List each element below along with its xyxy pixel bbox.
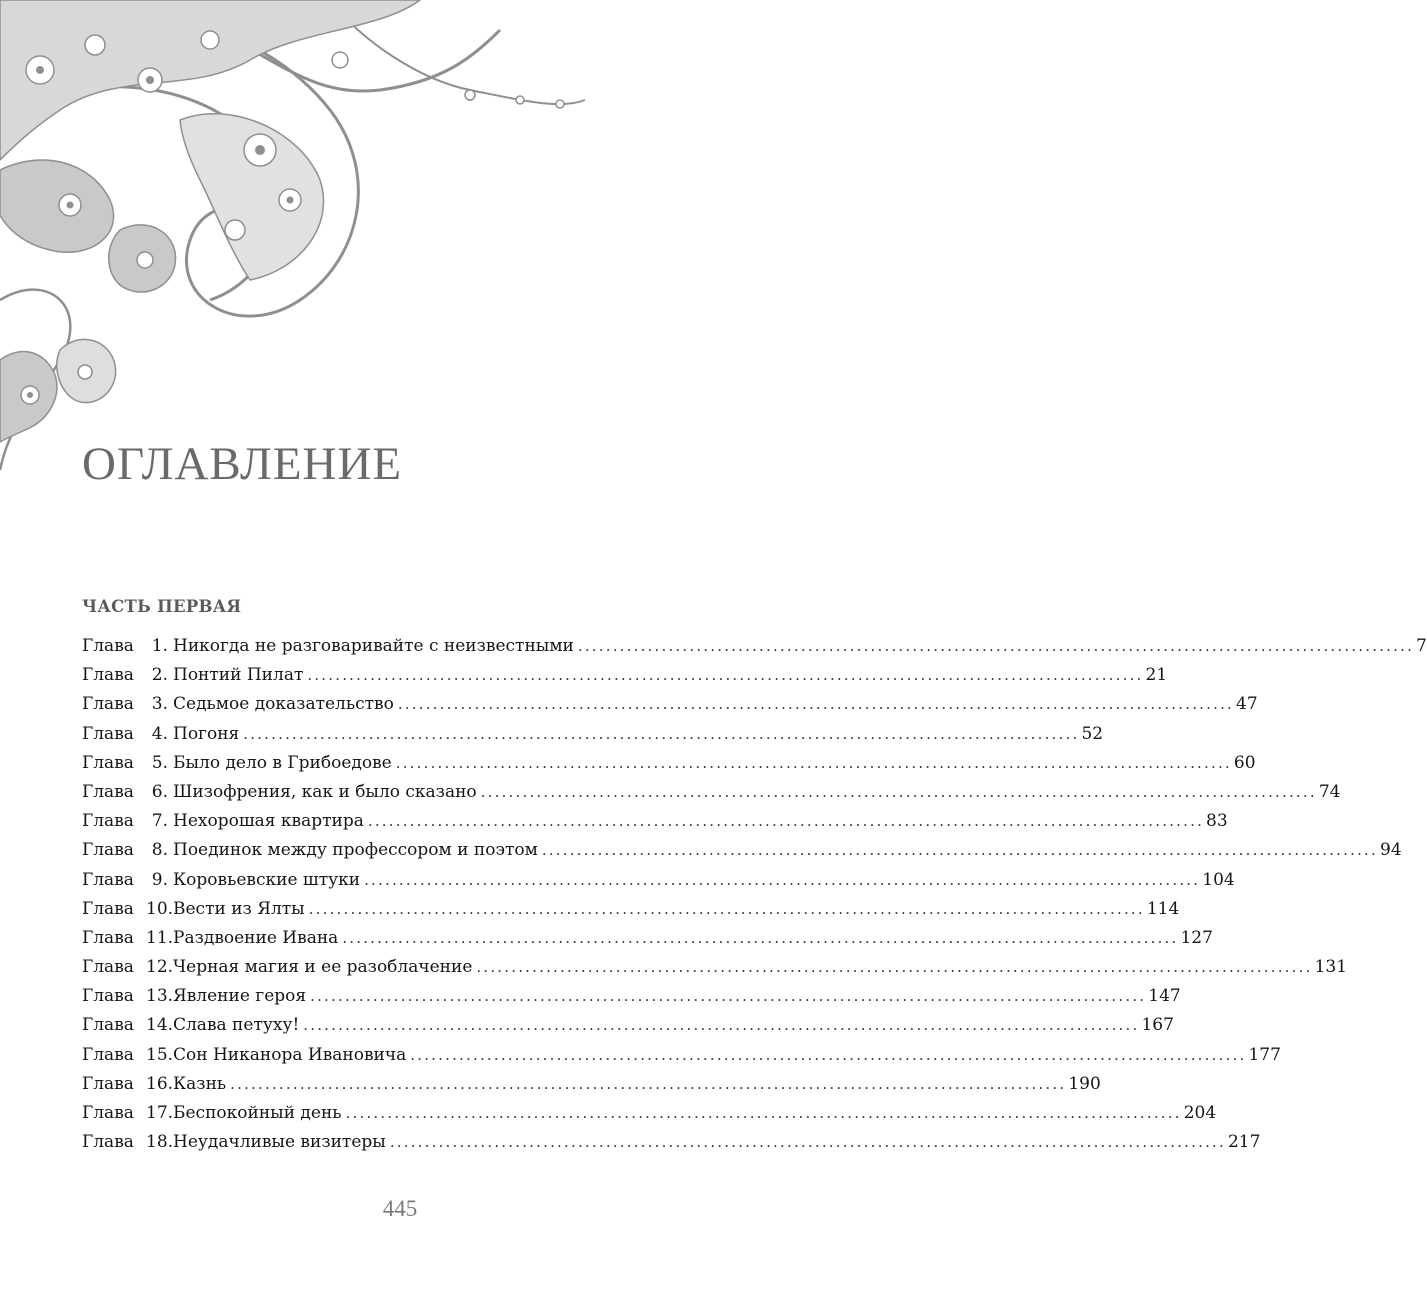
chapter-page: 94 — [1380, 840, 1402, 861]
toc-entry[interactable] — [82, 898, 1180, 928]
chapter-title: Поединок между профессором и поэтом — [173, 840, 538, 861]
toc-entry[interactable] — [82, 986, 1181, 1015]
chapter-number: 10. — [146, 898, 174, 919]
chapter-page: 167 — [1141, 1015, 1174, 1036]
part-heading: ЧАСТЬ ПЕРВАЯ — [82, 597, 242, 616]
chapter-page: 7 — [1416, 636, 1427, 656]
toc-entry[interactable] — [82, 1073, 1101, 1103]
chapter-page: 47 — [1236, 694, 1258, 715]
chapter-label: Глава — [82, 1044, 134, 1065]
chapter-page: 21 — [1145, 665, 1168, 686]
toc-entry[interactable] — [82, 781, 1341, 811]
leader-dots: ........................................................................................................................ — [410, 1045, 1247, 1064]
toc-entry[interactable] — [82, 723, 1104, 753]
chapter-title: Беспокойный день — [173, 1103, 342, 1123]
chapter-title: Погоня — [173, 723, 240, 744]
chapter-label: Глава — [82, 694, 134, 715]
page-title: ОГЛАВЛЕНИЕ — [82, 438, 403, 490]
leader-dots: ........................................................................................................................ — [577, 637, 1415, 655]
chapter-page: 83 — [1206, 811, 1228, 832]
chapter-label: Глава — [82, 811, 134, 832]
chapter-title: Сон Никанора Ивановича — [173, 1044, 407, 1065]
chapter-number: 5. — [151, 752, 168, 773]
chapter-page: 74 — [1318, 781, 1341, 802]
chapter-label: Глава — [82, 723, 134, 744]
chapter-label: Глава — [82, 1073, 134, 1094]
chapter-label: Глава — [82, 665, 134, 686]
leader-dots: ........................................................................................................................ — [480, 782, 1317, 801]
leader-dots: ........................................................................................................................ — [342, 928, 1179, 947]
leader-dots: ........................................................................................................................ — [397, 695, 1235, 714]
leader-dots: ........................................................................................................................ — [367, 812, 1205, 831]
leader-dots: ........................................................................................................................ — [303, 1016, 1140, 1035]
toc-entry[interactable] — [82, 840, 1402, 869]
chapter-label: Глава — [82, 986, 134, 1007]
chapter-page: 60 — [1233, 752, 1256, 773]
chapter-page: 104 — [1202, 869, 1235, 890]
page-number: 445 — [382, 1196, 418, 1221]
chapter-title: Неудачливые визитеры — [173, 1132, 386, 1153]
chapter-page: 217 — [1227, 1132, 1261, 1153]
chapter-title: Коровьевские штуки — [173, 869, 361, 890]
chapter-title: Никогда не разговаривайте с неизвестными — [173, 636, 574, 656]
toc-entry[interactable] — [82, 694, 1258, 723]
chapter-label: Глава — [82, 927, 134, 948]
chapter-number: 6. — [151, 781, 168, 802]
chapter-number: 13. — [146, 986, 174, 1007]
toc-entry[interactable] — [82, 1132, 1261, 1161]
leader-dots: ........................................................................................................................ — [230, 1074, 1067, 1093]
chapter-page: 204 — [1183, 1103, 1217, 1123]
chapter-title: Понтий Пилат — [173, 665, 304, 686]
toc-entry[interactable] — [82, 1044, 1281, 1074]
toc-entry[interactable] — [82, 811, 1228, 840]
chapter-number: 16. — [146, 1073, 174, 1094]
chapter-page: 190 — [1068, 1073, 1101, 1094]
leader-dots: ........................................................................................................................ — [308, 899, 1145, 918]
chapter-title: Слава петуху! — [173, 1015, 300, 1036]
chapter-number: 9. — [151, 869, 168, 890]
chapter-number: 14. — [146, 1015, 174, 1036]
toc-entry[interactable] — [82, 1015, 1174, 1044]
chapter-label: Глава — [82, 840, 134, 861]
chapter-number: 15. — [146, 1044, 174, 1065]
chapter-number: 11. — [146, 927, 174, 948]
chapter-number: 2. — [151, 665, 168, 686]
chapter-title: Вести из Ялты — [173, 898, 305, 919]
chapter-number: 4. — [151, 723, 168, 744]
chapter-number: 8. — [151, 840, 168, 861]
toc-entry[interactable] — [82, 752, 1256, 782]
chapter-label: Глава — [82, 898, 134, 919]
leader-dots: ........................................................................................................................ — [389, 1133, 1226, 1152]
leader-dots: ........................................................................................................................ — [310, 987, 1147, 1006]
leader-dots: ........................................................................................................................ — [541, 841, 1378, 860]
chapter-page: 52 — [1081, 723, 1104, 744]
leader-dots: ........................................................................................................................ — [307, 666, 1144, 685]
chapter-label: Глава — [82, 1103, 134, 1123]
chapter-title: Седьмое доказательство — [173, 694, 394, 715]
chapter-title: Нехорошая квартира — [173, 811, 364, 832]
leader-dots: ........................................................................................................................ — [243, 724, 1080, 743]
chapter-number: 1. — [151, 636, 168, 656]
chapter-label: Глава — [82, 957, 134, 978]
table-of-contents — [82, 636, 1427, 1161]
chapter-number: 17. — [146, 1103, 174, 1123]
toc-entry[interactable] — [82, 665, 1168, 694]
toc-entry[interactable] — [82, 1103, 1217, 1132]
chapter-label: Глава — [82, 636, 134, 656]
chapter-title: Черная магия и ее разоблачение — [173, 957, 473, 978]
chapter-label: Глава — [82, 1132, 134, 1153]
chapter-page: 114 — [1146, 898, 1180, 919]
chapter-page: 127 — [1180, 927, 1213, 948]
leader-dots: ........................................................................................................................ — [476, 958, 1313, 977]
chapter-title: Раздвоение Ивана — [173, 927, 339, 948]
toc-entry[interactable] — [82, 957, 1348, 986]
chapter-label: Глава — [82, 781, 134, 802]
chapter-number: 12. — [146, 957, 174, 978]
paisley-ornament — [0, 0, 600, 500]
chapter-number: 7. — [151, 811, 168, 832]
toc-entry[interactable] — [82, 636, 1427, 665]
toc-entry[interactable] — [82, 927, 1213, 957]
chapter-title: Явление героя — [173, 986, 307, 1007]
chapter-number: 18. — [146, 1132, 174, 1153]
chapter-title: Было дело в Грибоедове — [173, 752, 392, 773]
chapter-page: 131 — [1314, 957, 1348, 978]
chapter-label: Глава — [82, 752, 134, 773]
leader-dots: ........................................................................................................................ — [395, 753, 1232, 772]
chapter-number: 3. — [151, 694, 168, 715]
chapter-page: 147 — [1148, 986, 1181, 1007]
toc-entry[interactable] — [82, 869, 1235, 899]
chapter-title: Казнь — [173, 1073, 227, 1094]
chapter-label: Глава — [82, 869, 134, 890]
chapter-page: 177 — [1248, 1044, 1281, 1065]
chapter-label: Глава — [82, 1015, 134, 1036]
leader-dots: ........................................................................................................................ — [364, 870, 1201, 889]
chapter-title: Шизофрения, как и было сказано — [173, 781, 477, 802]
leader-dots: ........................................................................................................................ — [345, 1104, 1182, 1122]
